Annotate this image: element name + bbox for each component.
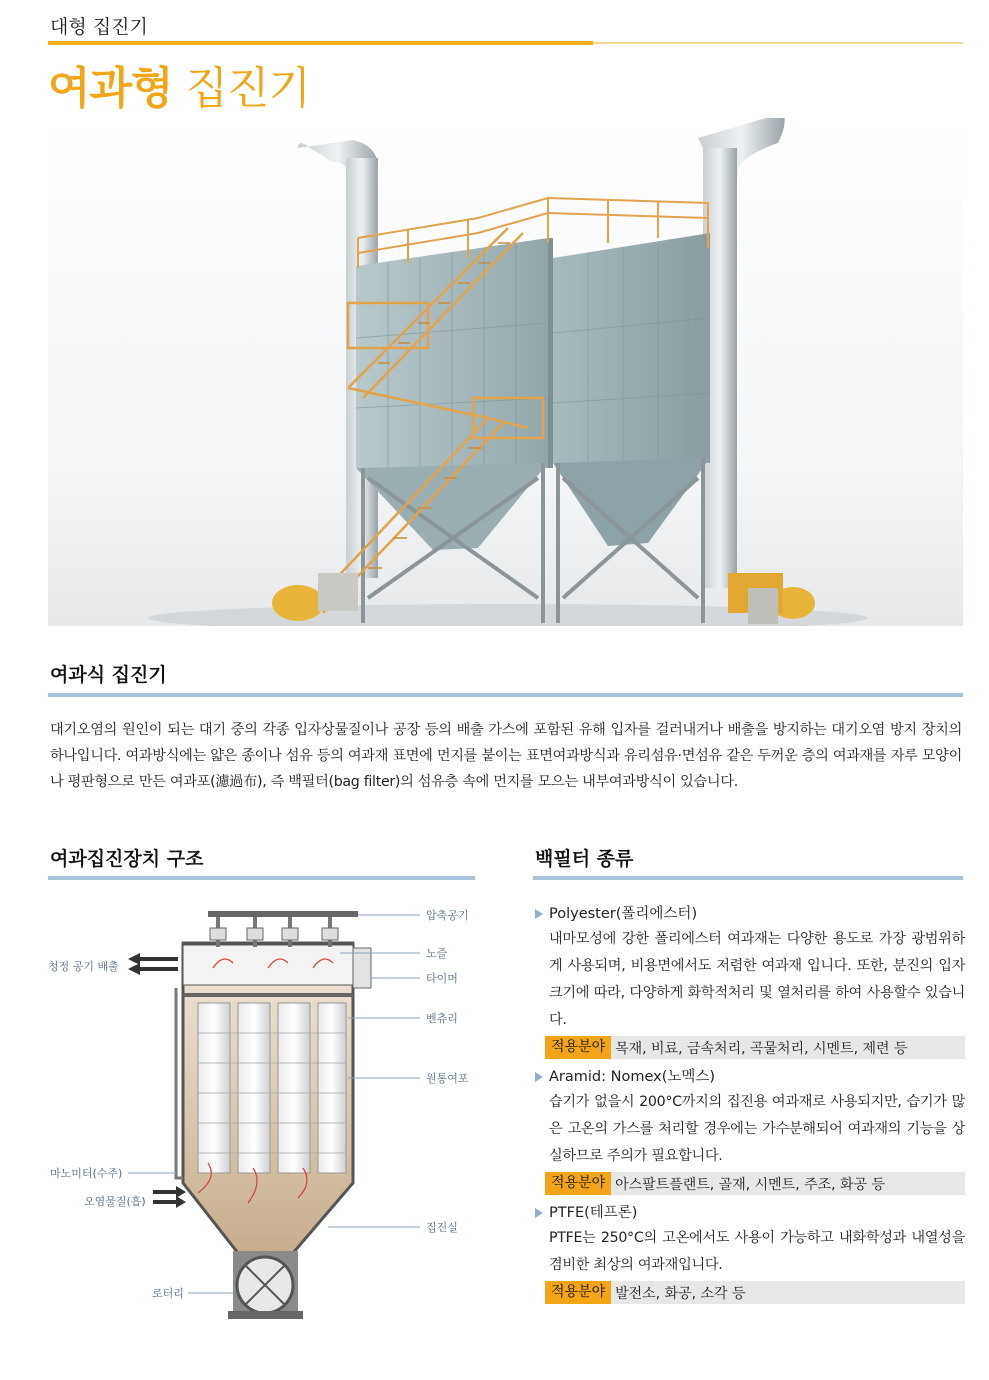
label-chamber: 집진실 (426, 1221, 458, 1234)
label-manometer: 마노미터(수주) (50, 1167, 123, 1180)
triangle-bullet-icon (535, 909, 543, 919)
apply-tag: 적용분야 (545, 1281, 611, 1304)
bagfilter-list (535, 902, 965, 1310)
apply-row (545, 1281, 965, 1304)
triangle-bullet-icon (535, 1072, 543, 1082)
label-bag: 원통여포 (426, 1072, 469, 1085)
label-compressed-air: 압축공기 (426, 909, 469, 922)
structure-title: 여과집진장치 구조 (50, 848, 204, 870)
bagfilter-rule (533, 876, 963, 880)
label-venturi: 벤츄리 (426, 1012, 458, 1025)
header-rule-light (593, 42, 963, 44)
bagfilter-name: PTFE(테프론) (549, 1205, 638, 1221)
bagfilter-desc: PTFE는 250°C의 고온에서도 사용이 가능하고 내화학성과 내열성을 겸비한 최상의 여과재입니다. (549, 1230, 965, 1273)
apply-row (545, 1172, 965, 1195)
label-clean-air: 청정 공기 배출 (48, 960, 119, 973)
intro-rule (48, 693, 963, 697)
triangle-bullet-icon (535, 1208, 543, 1218)
page-title (48, 52, 310, 116)
structure-rule (48, 876, 475, 880)
label-nozzle: 노즐 (426, 947, 448, 960)
apply-tag: 적용분야 (545, 1172, 611, 1195)
bagfilter-name: Polyester(폴리에스터) (549, 906, 698, 922)
list-item (535, 1065, 965, 1195)
bagfilter-desc: 내마모성에 강한 폴리에스터 여과재는 다양한 용도로 가장 광범위하게 사용되며, 비용면에서도 저렴한 여과재 입니다. 또한, 분진의 입자 크기에 따라, 다양하게 화학적처리 및 열처리를 하여 사용할수 있습니다. (549, 931, 965, 1028)
list-item (535, 902, 965, 1059)
apply-value: 목재, 비료, 금속처리, 곡물처리, 시멘트, 제련 등 (615, 1040, 908, 1057)
label-dirty-inlet: 오염물질(흡) (84, 1195, 146, 1208)
header-rule-accent (48, 41, 593, 45)
page-title-bold: 여과형 (48, 63, 173, 114)
page-title-light: 집진기 (185, 63, 311, 114)
category-label: 대형 집진기 (50, 16, 148, 38)
bagfilter-name: Aramid: Nomex(노멕스) (549, 1069, 716, 1085)
apply-value: 발전소, 화공, 소각 등 (615, 1285, 746, 1302)
bagfilter-desc: 습기가 없을시 200°C까지의 집진용 여과재로 사용되지만, 습기가 많은 고온의 가스를 처리할 경우에는 가수분해되어 여과재의 기능을 상실하므로 주의가 필요합니다. (549, 1094, 965, 1164)
structure-diagram (48, 893, 478, 1333)
intro-title: 여과식 집진기 (50, 664, 167, 686)
list-item (535, 1201, 965, 1304)
label-rotary: 로터리 (152, 1287, 184, 1300)
bagfilter-title: 백필터 종류 (535, 848, 634, 870)
intro-paragraph: 대기오염의 원인이 되는 대기 중의 각종 입자상물질이나 공장 등의 배출 가스에 포함된 유해 입자를 걸러내거나 배출을 방지하는 대기오염 방지 장치의 하나입니다. 여과방식에는 얇은 종이나 섬유 등의 여과재 표면에 먼지를 붙이는 표면여과방식과 유리섬유·면섬유 같은 두꺼운 층의 여과재를 자루 모양이나 평판형으로 만든 여과포(濾過布), 즉 백필터(bag filter)의 섬유층 속에 먼지를 모으는 내부여과방식이 있습니다. (50, 722, 962, 790)
apply-value: 아스팔트플랜트, 골재, 시멘트, 주조, 화공 등 (615, 1176, 886, 1193)
hero-collector-image (48, 118, 963, 626)
label-timer: 타이머 (426, 972, 458, 985)
apply-row (545, 1036, 965, 1059)
apply-tag: 적용분야 (545, 1036, 611, 1059)
